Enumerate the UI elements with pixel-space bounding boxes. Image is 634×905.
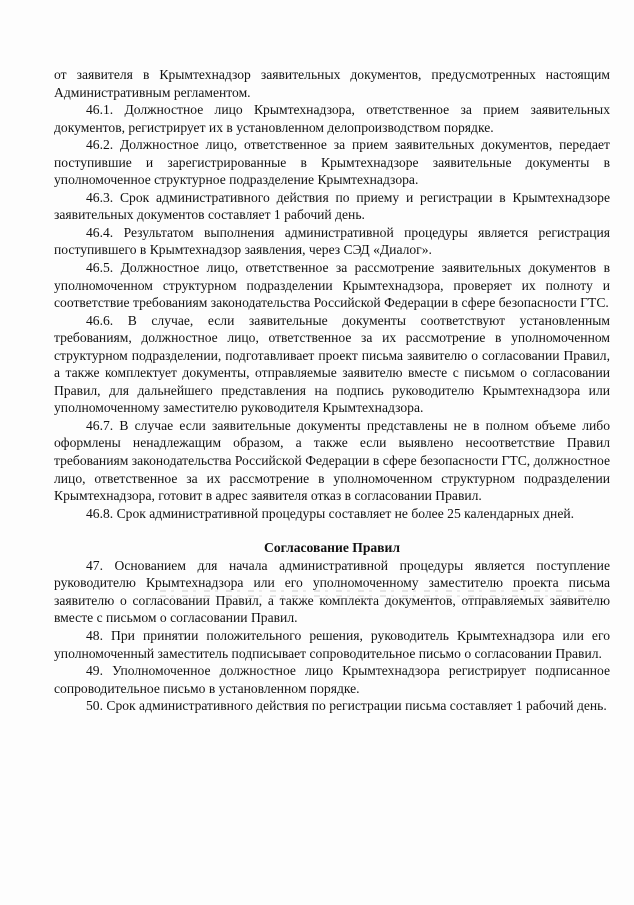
paragraph-46-3: 46.3. Срок административного действия по приему и регистрации в Крымтехнадзоре заявительных документов составляет 1 рабочий день. [54,189,610,223]
paragraph-46-1: 46.1. Должностное лицо Крымтехнадзора, ответственное за прием заявительных документов, регистрирует их в установленном делопроизводством порядке. [54,102,610,135]
section-heading: Согласование Правил [264,540,400,556]
paragraph-46-5: 46.5. Должностное лицо, ответственное за рассмотрение заявительных документов в уполномоченном структурном подразделении Крымтехнадзора, проверяет их полноту и соответствие требованиям законодательства Российской Федерации в сфере безопасности ГТС. [54,260,610,311]
paragraph-47: 47. Основанием для начала административной процедуры является поступление руководителю Крымтехнадзора или его уполномоченному заместителю проекта письма заявителю о согласовании Правил, а также комплекта документов, отправляемых заявителю вместе с письмом о согласовании Правил. [54,557,610,626]
paragraph-46-4: 46.4. Результатом выполнения административной процедуры является регистрация поступившего в Крымтехнадзор заявления, через СЭД «Диалог». [54,224,610,258]
paragraph-48: 48. При принятии положительного решения, руководитель Крымтехнадзора или его уполномоченный заместитель подписывает сопроводительное письмо о согласовании Правил. [54,627,610,661]
document-body [54,66,610,715]
paragraph-continuation: от заявителя в Крымтехнадзор заявительных документов, предусмотренных настоящим Административным регламентом. [54,67,610,100]
paragraph-46-8: 46.8. Срок административной процедуры составляет не более 25 календарных дней. [86,505,575,521]
paragraph-46-6: 46.6. В случае, если заявительные документы соответствуют установленным требованиям, должностное лицо, ответственное за их рассмотрение в уполномоченном структурном подразделении, подготавливает проект письма заявителю о согласовании Правил, а также комплектует документы, отправляемые заявителю вместе с письмом о согласовании Правил, для дальнейшего представления на подпись руководителю Крымтехнадзора или уполномоченному заместителю руководителя Крымтехнадзора. [54,312,610,416]
paragraph-49: 49. Уполномоченное должностное лицо Крымтехнадзора регистрирует подписанное сопроводительное письмо в установленном порядке. [54,663,610,696]
paragraph-46-7: 46.7. В случае если заявительные документы представлены не в полном объеме либо оформлены ненадлежащим образом, а также если выявлено несоответствие Правил требованиям законодательства Российской Федерации в сфере безопасности ГТС, должностное лицо, ответственное за их рассмотрение в уполномоченном структурном подразделении Крымтехнадзора, готовит в адрес заявителя отказ в согласовании Правил. [54,417,610,504]
paragraph-46-2: 46.2. Должностное лицо, ответственное за прием заявительных документов, передает поступившие и зарегистрированные в Крымтехнадзоре заявительные документы в уполномоченное структурное подразделение Крымтехнадзора. [54,137,610,188]
paragraph-50: 50. Срок административного действия по регистрации письма составляет 1 рабочий день. [86,698,607,714]
